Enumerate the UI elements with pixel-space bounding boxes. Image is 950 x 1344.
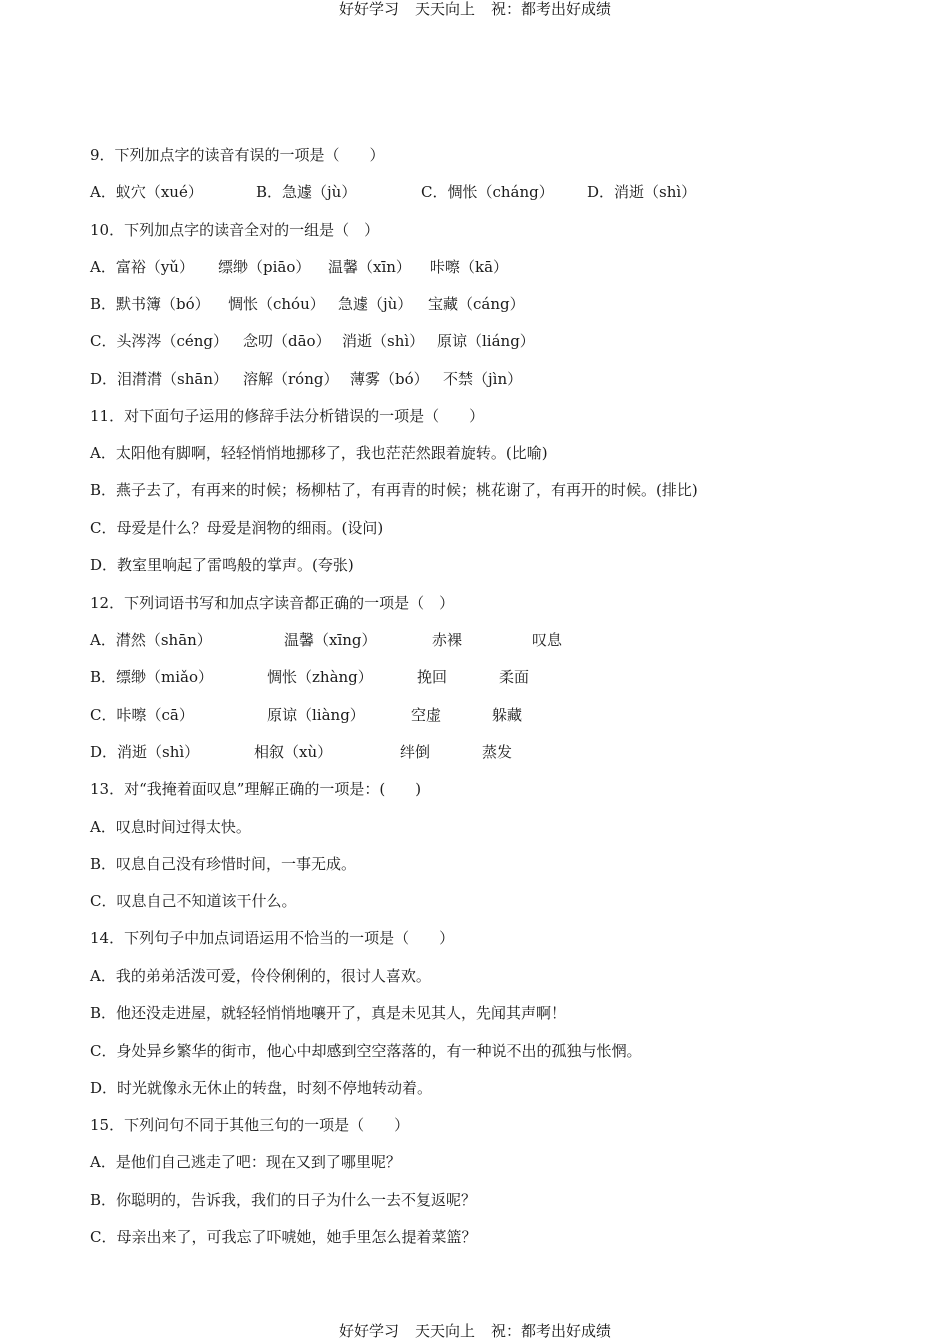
q12-d-word-3: 绊倒 [400,743,431,761]
q12-d-word-4: 蒸发 [482,743,513,761]
q14-option-c: C．身处异乡繁华的街市，他心中却感到空空落落的，有一种说不出的孤独与怅惘。 [90,1042,642,1060]
q9-stem: 9．下列加点字的读音有误的一项是（ ） [90,146,385,164]
q12-c-word-3: 空虚 [411,706,442,724]
q10-c-word-2: 念叨（dāo） [243,332,331,350]
q9-option-c: C．惆怅（cháng） [421,183,554,201]
q10-option-d [90,369,890,389]
q12-c-word-4: 躲藏 [492,706,523,724]
q15-option-c: C．母亲出来了，可我忘了吓唬她，她手里怎么提着菜篮？ [90,1228,477,1246]
q12-d-word-2: 相叙（xù） [254,743,333,761]
q10-c-word-3: 消逝（shì） [342,332,425,350]
q10-b-word-3: 急遽（jù） [338,295,413,313]
q9-option-b: B．急遽（jù） [256,183,357,201]
q15-option-a: A．是他们自己逃走了吧：现在又到了哪里呢？ [90,1153,401,1171]
q10-option-b [90,294,890,314]
q12-stem: 12．下列词语书写和加点字读音都正确的一项是（ ） [90,594,455,612]
q11-option-a: A．太阳他有脚啊，轻轻悄悄地挪移了，我也茫茫然跟着旋转。(比喻) [90,444,548,462]
q11-stem: 11．对下面句子运用的修辞手法分析错误的一项是（ ） [90,407,485,425]
q10-c-word-1: C．头涔涔（céng） [90,332,229,350]
q10-d-word-2: 溶解（róng） [243,370,339,388]
page-footer [0,1322,950,1340]
q12-a-word-2: 温馨（xīng） [284,631,377,649]
header-motto-1: 好好学习 [338,0,399,18]
q12-c-word-1: C．咔嚓（cā） [90,706,194,724]
q15-stem: 15．下列问句不同于其他三句的一项是（ ） [90,1116,410,1134]
q12-a-word-1: A．潸然（shān） [90,631,212,649]
q10-a-word-4: 咔嚓（kā） [430,258,509,276]
q12-b-word-2: 惆怅（zhàng） [267,668,373,686]
q9-option-a: A．蚁穴（xué） [90,183,203,201]
q12-b-word-3: 挽回 [417,668,448,686]
header-motto-2: 天天向上 [414,0,475,18]
page-header [0,0,950,18]
q11-option-b: B．燕子去了，有再来的时候；杨柳枯了，有再青的时候；桃花谢了，有再开的时候。(排比) [90,481,698,499]
q10-d-word-3: 薄雾（bó） [350,370,429,388]
q12-d-word-1: D．消逝（shì） [90,743,200,761]
q10-c-word-4: 原谅（liáng） [437,332,535,350]
q10-option-a [90,257,890,277]
q12-c-word-2: 原谅（liàng） [267,706,365,724]
q14-option-d: D．时光就像永无休止的转盘，时刻不停地转动着。 [90,1079,433,1097]
q14-option-b: B．他还没走进屋，就轻轻悄悄地嚷开了，真是未见其人，先闻其声啊！ [90,1004,567,1022]
q10-b-word-2: 惆怅（chóu） [228,295,325,313]
q12-option-a [90,630,890,650]
footer-motto-3: 祝：都考出好成绩 [491,1322,612,1340]
q12-b-word-4: 柔面 [499,668,530,686]
q12-b-word-1: B．缥缈（miǎo） [90,668,214,686]
footer-motto-2: 天天向上 [414,1322,475,1340]
footer-motto-1: 好好学习 [338,1322,399,1340]
q13-stem: 13．对“我掩着面叹息”理解正确的一项是：( ) [90,780,422,798]
q13-option-a: A．叹息时间过得太快。 [90,818,251,836]
q11-option-c: C．母爱是什么？母爱是润物的细雨。(设问) [90,519,384,537]
q10-option-c [90,331,890,351]
q9-option-d: D．消逝（shì） [587,183,697,201]
q12-a-word-4: 叹息 [532,631,563,649]
q9-options [90,182,890,202]
q14-option-a: A．我的弟弟活泼可爱，伶伶俐俐的，很讨人喜欢。 [90,967,431,985]
q10-b-word-4: 宝藏（cáng） [428,295,525,313]
q12-option-c [90,705,890,725]
q10-b-word-1: B．默书簿（bó） [90,295,210,313]
q14-stem: 14．下列句子中加点词语运用不恰当的一项是（ ） [90,929,455,947]
q10-d-word-1: D．泪潸潸（shān） [90,370,228,388]
q13-option-c: C．叹息自己不知道该干什么。 [90,892,297,910]
q10-d-word-4: 不禁（jìn） [443,370,523,388]
q10-a-word-1: A．富裕（yǔ） [90,258,194,276]
q13-option-b: B．叹息自己没有珍惜时间，一事无成。 [90,855,357,873]
q10-a-word-2: 缥缈（piāo） [218,258,311,276]
q12-a-word-3: 赤裸 [432,631,463,649]
header-motto-3: 祝：都考出好成绩 [491,0,612,18]
q10-stem: 10．下列加点字的读音全对的一组是（ ） [90,221,380,239]
q12-option-b [90,667,890,687]
q12-option-d [90,742,890,762]
q10-a-word-3: 温馨（xīn） [328,258,411,276]
q15-option-b: B．你聪明的，告诉我，我们的日子为什么一去不复返呢？ [90,1191,477,1209]
q11-option-d: D．教室里响起了雷鸣般的掌声。(夸张) [90,556,354,574]
